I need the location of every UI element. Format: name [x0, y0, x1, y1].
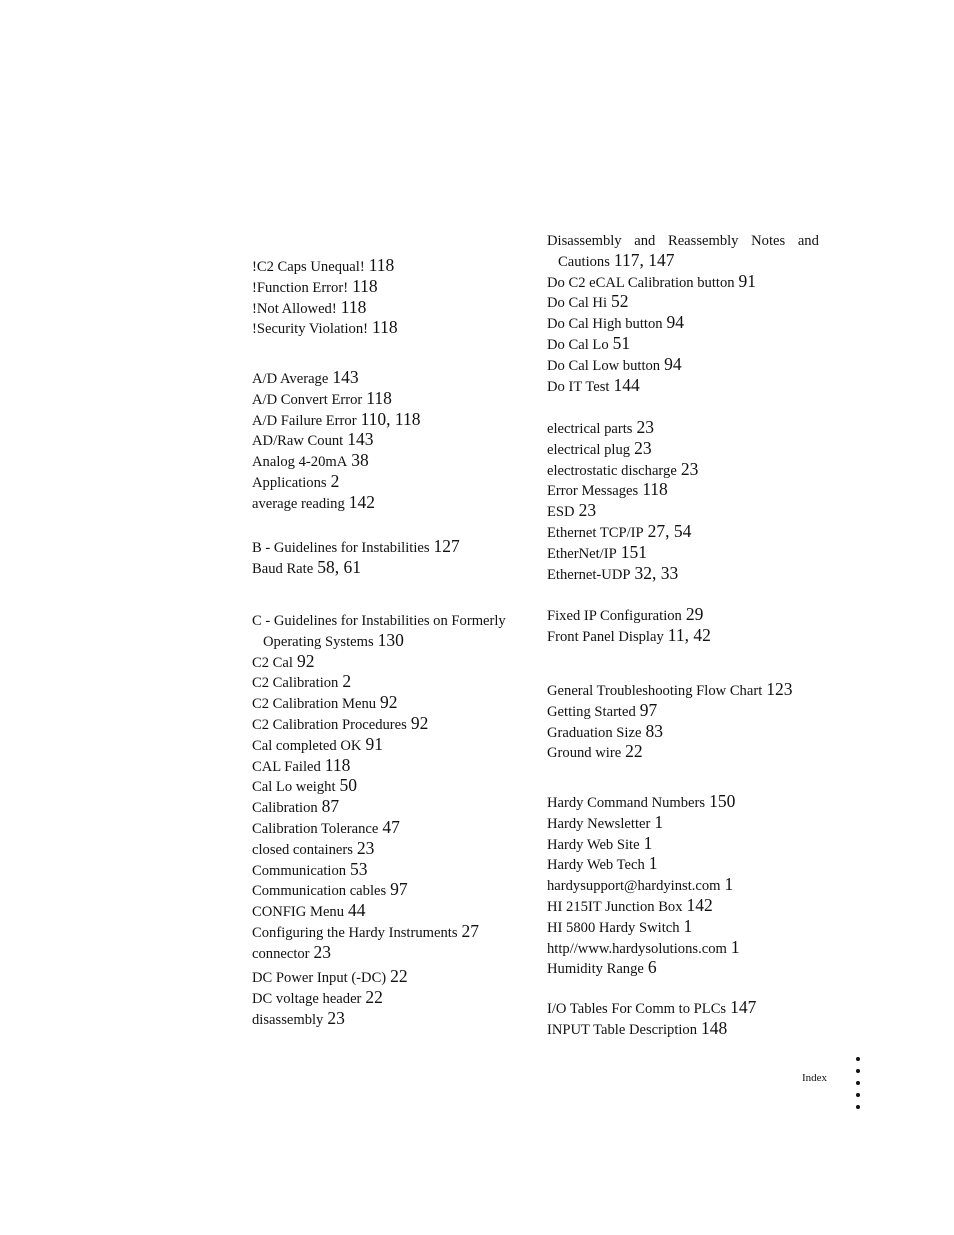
index-group-g — [547, 680, 817, 763]
index-pages: 151 — [620, 541, 647, 562]
dot — [856, 1093, 860, 1097]
index-term: Hardy Web Tech — [547, 857, 645, 874]
index-entry — [547, 854, 817, 875]
index-pages: 148 — [701, 1017, 728, 1038]
index-entry — [547, 680, 817, 701]
index-term: hardysupport@hardyinst.com — [547, 878, 721, 895]
index-group-b — [252, 537, 524, 579]
index-entry — [547, 813, 817, 834]
index-group-f — [547, 605, 817, 647]
index-entry — [547, 460, 817, 481]
footer-section-label: Index — [802, 1072, 828, 1084]
index-group-h — [547, 792, 817, 979]
index-term: Calibration Tolerance — [252, 820, 379, 837]
index-entry — [547, 480, 817, 501]
index-term: Hardy Newsletter — [547, 815, 651, 832]
index-pages: 27 — [461, 920, 479, 941]
index-term: connector — [252, 945, 310, 962]
index-pages: 118 — [352, 275, 378, 296]
index-pages: 1 — [654, 811, 664, 832]
index-term: CAL Failed — [252, 758, 321, 775]
index-entry — [547, 722, 817, 743]
index-pages: 2 — [342, 671, 352, 692]
index-group-d-cont — [547, 232, 817, 396]
index-entry — [252, 943, 524, 964]
index-pages: 83 — [645, 720, 663, 741]
index-pages: 92 — [410, 712, 429, 733]
index-pages: 52 — [611, 291, 629, 312]
index-pages: 47 — [382, 816, 400, 837]
index-term: !Not Allowed! — [252, 300, 337, 317]
index-entry — [547, 501, 817, 522]
index-entry — [252, 652, 524, 673]
index-entry — [252, 776, 524, 797]
index-term: Error Messages — [547, 483, 639, 500]
index-term: closed containers — [252, 841, 353, 858]
index-term: Do Cal Low button — [547, 357, 661, 374]
index-pages: 123 — [766, 679, 793, 699]
dot — [856, 1057, 860, 1061]
index-term: Communication — [252, 862, 347, 879]
index-term: EtherNet/IP — [547, 545, 617, 562]
index-entry — [547, 543, 817, 564]
index-term: DC voltage header — [252, 990, 362, 1007]
index-pages: 130 — [377, 629, 404, 650]
index-term: Cautions — [558, 253, 610, 270]
index-pages: 92 — [296, 650, 315, 671]
index-term: Calibration — [252, 800, 318, 817]
index-pages: 29 — [685, 604, 704, 624]
dot — [856, 1069, 860, 1073]
index-term-continuation — [547, 251, 817, 272]
index-group-symbols — [252, 256, 524, 339]
index-group-i — [547, 998, 817, 1040]
index-term: Humidity Range — [547, 961, 644, 978]
index-pages: 23 — [680, 458, 699, 479]
index-term: average reading — [252, 495, 345, 512]
index-entry — [252, 714, 524, 735]
index-entry — [547, 834, 817, 855]
index-pages: 91 — [738, 270, 757, 291]
index-entry — [547, 418, 817, 439]
index-term: DC Power Input (-DC) — [252, 970, 387, 986]
index-pages: 11, 42 — [667, 624, 711, 645]
index-entry — [547, 232, 817, 272]
index-entry — [252, 277, 524, 298]
index-entry — [547, 522, 817, 543]
index-entry — [547, 792, 817, 813]
index-group-d — [252, 967, 524, 1029]
index-pages: 38 — [351, 450, 369, 471]
index-pages: 118 — [372, 317, 398, 338]
index-term: Baud Rate — [252, 560, 314, 577]
index-pages: 22 — [365, 986, 383, 1007]
index-entry — [252, 880, 524, 901]
index-entry — [547, 938, 817, 959]
index-pages: 22 — [390, 966, 408, 986]
index-pages: 1 — [724, 874, 734, 895]
index-term: Analog 4-20mA — [252, 454, 348, 471]
index-term: C - Guidelines for Instabilities on Formerly — [252, 613, 506, 629]
index-pages: 147 — [730, 997, 757, 1017]
index-term: General Troubleshooting Flow Chart — [547, 683, 763, 699]
index-term: !Security Violation! — [252, 321, 368, 338]
index-pages: 23 — [636, 417, 654, 437]
index-entry — [252, 988, 524, 1009]
index-pages: 2 — [330, 470, 340, 491]
index-entry — [547, 701, 817, 722]
index-term: CONFIG Menu — [252, 904, 345, 921]
index-term: disassembly — [252, 1011, 324, 1028]
index-entry — [547, 355, 817, 376]
index-group-e — [547, 418, 817, 584]
index-term: C2 Calibration Procedures — [252, 716, 407, 733]
index-term: Do Cal Lo — [547, 336, 609, 353]
index-pages: 110, 118 — [360, 408, 421, 429]
index-term: Ethernet TCP/IP — [547, 524, 644, 541]
index-entry — [547, 1019, 817, 1040]
index-entry — [252, 901, 524, 922]
index-term: Do Cal High button — [547, 316, 663, 333]
index-entry — [252, 860, 524, 881]
index-entry — [252, 451, 524, 472]
index-term: Cal completed OK — [252, 737, 362, 754]
index-term: B - Guidelines for Instabilities — [252, 540, 430, 556]
index-term: Communication cables — [252, 883, 387, 900]
index-entry — [252, 410, 524, 431]
index-term: C2 Calibration Menu — [252, 696, 377, 713]
index-term: Hardy Web Site — [547, 836, 640, 853]
index-term: Fixed IP Configuration — [547, 608, 682, 624]
index-pages: 23 — [634, 437, 652, 458]
index-entry — [547, 564, 817, 585]
index-term: electrical parts — [547, 421, 633, 437]
index-pages: 23 — [313, 941, 332, 962]
index-entry — [547, 313, 817, 334]
index-group-a — [252, 368, 524, 514]
index-pages: 94 — [666, 312, 685, 333]
index-entry — [252, 298, 524, 319]
index-pages: 1 — [643, 832, 653, 853]
index-pages: 23 — [356, 837, 375, 858]
index-term: C2 Calibration — [252, 675, 339, 692]
index-pages: 118 — [368, 255, 395, 275]
index-entry — [547, 917, 817, 938]
index-pages: 150 — [709, 791, 736, 811]
index-term: Hardy Command Numbers — [547, 795, 706, 811]
index-pages: 53 — [350, 858, 368, 879]
index-entry — [252, 797, 524, 818]
index-entry — [252, 318, 524, 339]
index-entry — [547, 376, 817, 397]
index-entry — [252, 1009, 524, 1030]
index-entry — [252, 818, 524, 839]
index-term-continuation — [252, 631, 524, 652]
index-pages: 23 — [327, 1007, 345, 1028]
index-entry — [252, 922, 524, 943]
index-term: electrostatic discharge — [547, 462, 677, 479]
index-term: Cal Lo weight — [252, 779, 336, 796]
index-entry — [252, 693, 524, 714]
index-term: Disassembly and Reassembly Notes and — [547, 233, 819, 249]
index-pages: 58, 61 — [317, 556, 361, 577]
index-term: Operating Systems — [263, 633, 374, 650]
index-pages: 22 — [625, 741, 643, 762]
index-term: http//www.hardysolutions.com — [547, 940, 727, 957]
index-term: HI 215IT Junction Box — [547, 898, 683, 915]
index-entry — [252, 430, 524, 451]
index-pages: 118 — [642, 479, 668, 500]
index-entry — [252, 368, 524, 389]
index-pages: 143 — [332, 367, 359, 387]
index-pages: 142 — [348, 491, 376, 512]
index-term: ESD — [547, 504, 575, 521]
index-entry — [547, 896, 817, 917]
index-pages: 91 — [365, 733, 383, 754]
index-pages: 44 — [348, 900, 366, 921]
index-pages: 23 — [578, 500, 597, 521]
index-entry — [547, 875, 817, 896]
index-pages: 1 — [683, 915, 693, 936]
index-pages: 97 — [390, 879, 408, 900]
index-term: AD/Raw Count — [252, 433, 344, 450]
index-term: Do Cal Hi — [547, 295, 607, 312]
index-term: !C2 Caps Unequal! — [252, 259, 365, 275]
index-term: C2 Cal — [252, 654, 293, 671]
index-term: I/O Tables For Comm to PLCs — [547, 1001, 727, 1017]
index-term: INPUT Table Description — [547, 1021, 698, 1038]
index-entry — [252, 756, 524, 777]
index-entry — [547, 439, 817, 460]
index-term: HI 5800 Hardy Switch — [547, 919, 680, 936]
index-entry — [547, 334, 817, 355]
index-pages: 118 — [366, 387, 392, 408]
index-pages: 94 — [664, 353, 682, 374]
index-pages: 127 — [433, 536, 460, 556]
index-term: Ground wire — [547, 745, 622, 762]
index-term: !Function Error! — [252, 279, 349, 296]
index-pages: 32, 33 — [634, 562, 679, 583]
index-entry — [252, 672, 524, 693]
index-entry — [252, 839, 524, 860]
index-pages: 87 — [321, 796, 340, 817]
index-term: A/D Average — [252, 371, 329, 387]
index-pages: 50 — [339, 775, 357, 796]
index-pages: 51 — [612, 332, 631, 353]
index-entry — [547, 272, 817, 293]
index-entry — [252, 612, 524, 652]
index-entry — [252, 537, 524, 558]
index-entry — [547, 626, 817, 647]
index-entry — [252, 735, 524, 756]
index-pages: 143 — [347, 429, 374, 450]
index-entry — [547, 605, 817, 626]
index-entry — [252, 558, 524, 579]
index-pages: 118 — [340, 296, 367, 317]
index-entry — [252, 493, 524, 514]
index-term: Getting Started — [547, 703, 636, 720]
index-term: A/D Convert Error — [252, 391, 363, 408]
index-pages: 1 — [730, 936, 740, 957]
index-term: Ethernet-UDP — [547, 566, 631, 583]
index-term: electrical plug — [547, 441, 631, 458]
index-entry — [252, 256, 524, 277]
index-term: Applications — [252, 474, 327, 491]
index-entry — [547, 292, 817, 313]
index-entry — [252, 472, 524, 493]
index-pages: 118 — [324, 754, 351, 775]
index-term: Configuring the Hardy Instruments — [252, 924, 458, 941]
index-entry — [547, 998, 817, 1019]
index-pages: 1 — [648, 853, 658, 874]
footer-dots-ornament — [856, 1057, 862, 1117]
index-entry — [547, 958, 817, 979]
index-term: Do IT Test — [547, 378, 610, 395]
index-group-c — [252, 612, 524, 964]
index-entry — [252, 967, 524, 988]
index-term: Front Panel Display — [547, 628, 664, 645]
index-pages: 97 — [639, 699, 658, 720]
index-pages: 142 — [686, 894, 713, 915]
index-term: Do C2 eCAL Calibration button — [547, 274, 735, 291]
index-pages: 92 — [380, 692, 398, 713]
dot — [856, 1105, 860, 1109]
index-term: Graduation Size — [547, 724, 642, 741]
dot — [856, 1081, 860, 1085]
index-entry — [547, 742, 817, 763]
index-pages: 117, 147 — [613, 249, 675, 270]
index-pages: 6 — [647, 957, 657, 978]
index-term: A/D Failure Error — [252, 412, 357, 429]
index-pages: 144 — [613, 374, 640, 395]
index-pages: 27, 54 — [647, 520, 692, 541]
index-entry — [252, 389, 524, 410]
